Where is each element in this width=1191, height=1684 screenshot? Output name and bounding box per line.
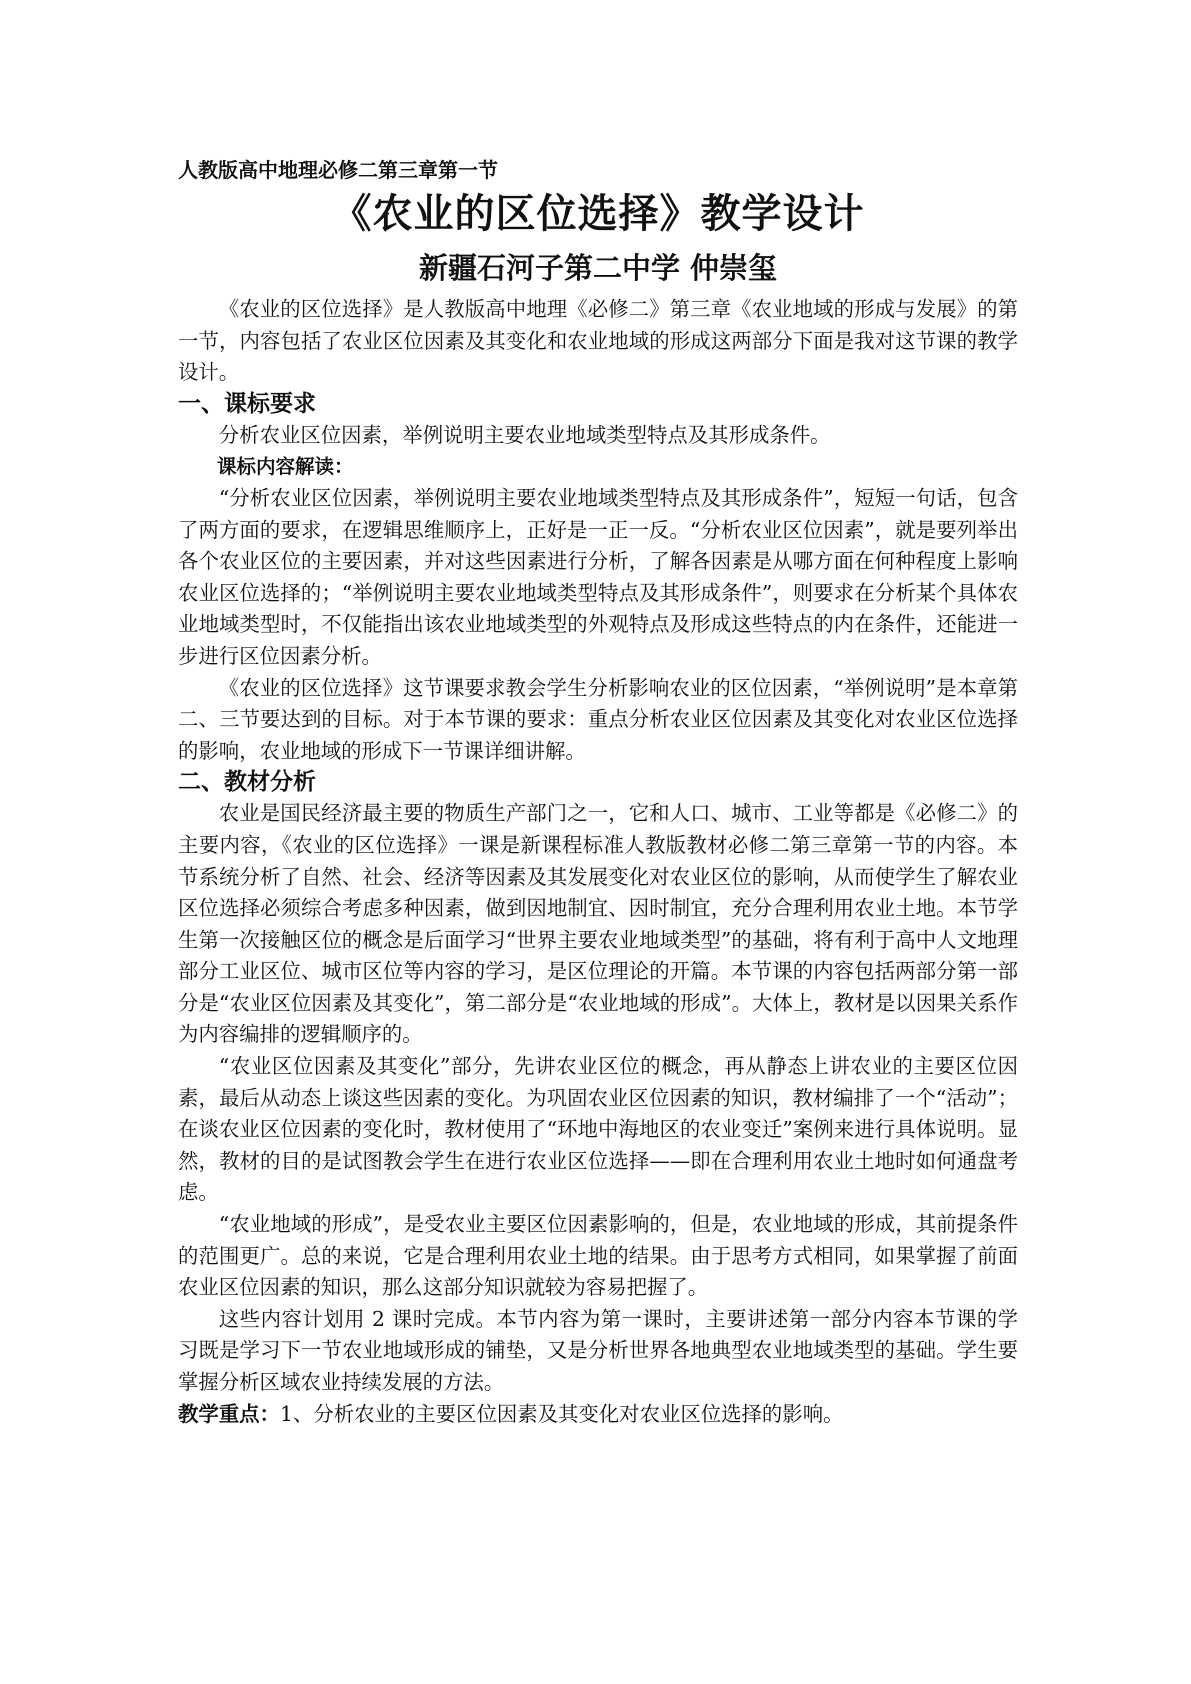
key-point-label: 教学重点：: [178, 1401, 280, 1426]
series-line: 人教版高中地理必修二第三章第一节: [178, 158, 498, 182]
section-heading-curriculum: 一、课标要求: [178, 390, 316, 417]
textbook-paragraph-1: 农业是国民经济最主要的物质生产部门之一，它和人口、城市、工业等都是《必修二》的主要内容，《农业的区位选择》一课是新课程标准人教版教材必修二第三章第一节的内容。本节系统分析了自然、社会、经济等因素及其发展变化对农业区位的影响，从而使学生了解农业区位选择必须综合考虑多种因素，做到因地制宜、因时制宜，充分合理利用农业土地。本节学生第一次接触区位的概念是后面学习“世界主要农业地域类型”的基础，将有利于高中人文地理部分工业区位、城市区位等内容的学习，是区位理论的开篇。本节课的内容包括两部分第一部分是“农业区位因素及其变化”，第二部分是“农业地域的形成”。大体上，教材是以因果关系作为内容编排的逻辑顺序的。: [178, 801, 1018, 1047]
interpretation-heading: 课标内容解读：: [217, 455, 354, 479]
document-body: [178, 156, 1018, 1430]
textbook-paragraph-4: 这些内容计划用 2 课时完成。本节内容为第一课时，主要讲述第一部分内容本节课的学习既是学习下一节农业地域形成的铺垫，又是分析世界各地典型农业地域类型的基础。学生要掌握分析区域农业持续发展的方法。: [178, 1306, 1018, 1394]
key-point-text: 1、分析农业的主要区位因素及其变化对农业区位选择的影响。: [279, 1401, 844, 1426]
textbook-paragraph-3: “农业地域的形成”，是受农业主要区位因素影响的，但是，农业地域的形成，其前提条件的范围更广。总的来说，它是合理利用农业土地的结果。由于思考方式相同，如果掌握了前面农业区位因素的知识，那么这部分知识就较为容易把握了。: [178, 1212, 1018, 1300]
interpretation-paragraph-1: “分析农业区位因素，举例说明主要农业地域类型特点及其形成条件”，短短一句话，包含了两方面的要求，在逻辑思维顺序上，正好是一正一反。“分析农业区位因素”，就是要列举出各个农业区位的主要因素，并对这些因素进行分析，了解各因素是从哪方面在何种程度上影响农业区位选择的；“举例说明主要农业地域类型特点及其形成条件”，则要求在分析某个具体农业地域类型时，不仅能指出该农业地域类型的外观特点及形成这些特点的内在条件，还能进一步进行区位因素分析。: [178, 485, 1018, 668]
textbook-paragraph-2: “农业区位因素及其变化”部分，先讲农业区位的概念，再从静态上讲农业的主要区位因素，最后从动态上谈这些因素的变化。为巩固农业区位因素的知识，教材编排了一个“活动”；在谈农业区位因素的变化时，教材使用了“环地中海地区的农业变迁”案例来进行具体说明。显然，教材的目的是试图教会学生在进行农业区位选择——即在合理利用农业土地时如何通盘考虑。: [178, 1054, 1018, 1205]
curriculum-standard-text: 分析农业区位因素，举例说明主要农业地域类型特点及其形成条件。: [218, 422, 831, 447]
interpretation-paragraph-2: 《农业的区位选择》这节课要求教会学生分析影响农业的区位因素，“举例说明”是本章第二、三节要达到的目标。对于本节课的要求：重点分析农业区位因素及其变化对农业区位选择的影响，农业地域的形成下一节课详细讲解。: [178, 675, 1018, 763]
document-title: 《农业的区位选择》教学设计: [331, 191, 865, 237]
section-heading-textbook: 二、教材分析: [178, 769, 316, 796]
author-line: 新疆石河子第二中学 仲崇玺: [418, 251, 778, 285]
key-point-line: [178, 1399, 1018, 1431]
intro-paragraph: 《农业的区位选择》是人教版高中地理《必修二》第三章《农业地域的形成与发展》的第一节，内容包括了农业区位因素及其变化和农业地域的形成这两部分下面是我对这节课的教学设计。: [178, 297, 1018, 385]
